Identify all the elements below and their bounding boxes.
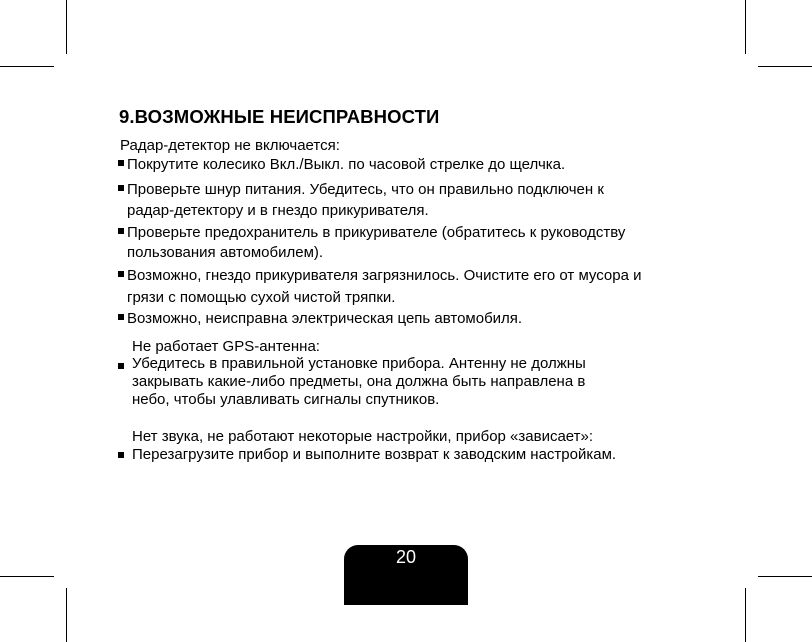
power-item-3-cont: пользования автомобилем). [127,244,324,261]
crop-mark-bottom-left-horizontal [0,576,54,577]
crop-mark-top-left-vertical [66,0,67,54]
power-item-5 [118,310,522,328]
section-title: 9.ВОЗМОЖНЫЕ НЕИСПРАВНОСТИ [119,106,440,127]
power-item-5-text: Возможно, неисправна электрическая цепь автомобиля. [127,310,523,327]
gps-heading: Не работает GPS-антенна: [132,338,320,355]
bullet-icon [118,271,124,277]
power-item-3-text: Проверьте предохранитель в прикуривателе (обратитесь к руководству [127,224,626,241]
crop-mark-top-right-horizontal [758,66,812,67]
power-item-4-cont: грязи с помощью сухой чистой тряпки. [127,289,396,306]
power-item-4 [118,267,642,285]
page-number: 20 [395,547,417,567]
crop-mark-bottom-right-vertical [745,588,746,642]
page-number-tab [344,545,468,605]
sound-heading: Нет звука, не работают некоторые настройки, прибор «зависает»: [132,428,594,445]
sound-line: Перезагрузите прибор и выполните возврат к заводским настройкам. [132,446,617,463]
power-item-2-text: Проверьте шнур питания. Убедитесь, что он правильно подключен к [127,181,604,198]
bullet-icon [118,160,124,166]
gps-line-1: Убедитесь в правильной установке прибора. Антенну не должны [132,355,586,372]
power-item-2-cont: радар-детектору и в гнездо прикуривателя. [127,202,429,219]
power-item-2 [118,181,604,199]
power-item-3 [118,224,625,242]
gps-line-2: закрывать какие-либо предметы, она должна быть направлена в [132,373,586,390]
gps-line-3: небо, чтобы улавливать сигналы спутников. [132,391,440,408]
crop-mark-bottom-right-horizontal [758,576,812,577]
power-item-1 [118,156,565,174]
bullet-icon [118,452,124,458]
crop-mark-top-right-vertical [745,0,746,54]
crop-mark-bottom-left-vertical [66,588,67,642]
bullet-icon [118,363,124,369]
crop-mark-top-left-horizontal [0,66,54,67]
bullet-icon [118,314,124,320]
power-heading: Радар-детектор не включается: [120,137,340,154]
power-item-4-text: Возможно, гнездо прикуривателя загрязнилось. Очистите его от мусора и [127,267,642,284]
bullet-icon [118,185,124,191]
bullet-icon [118,228,124,234]
power-item-1-text: Покрутите колесико Вкл./Выкл. по часовой стрелке до щелчка. [127,156,566,173]
